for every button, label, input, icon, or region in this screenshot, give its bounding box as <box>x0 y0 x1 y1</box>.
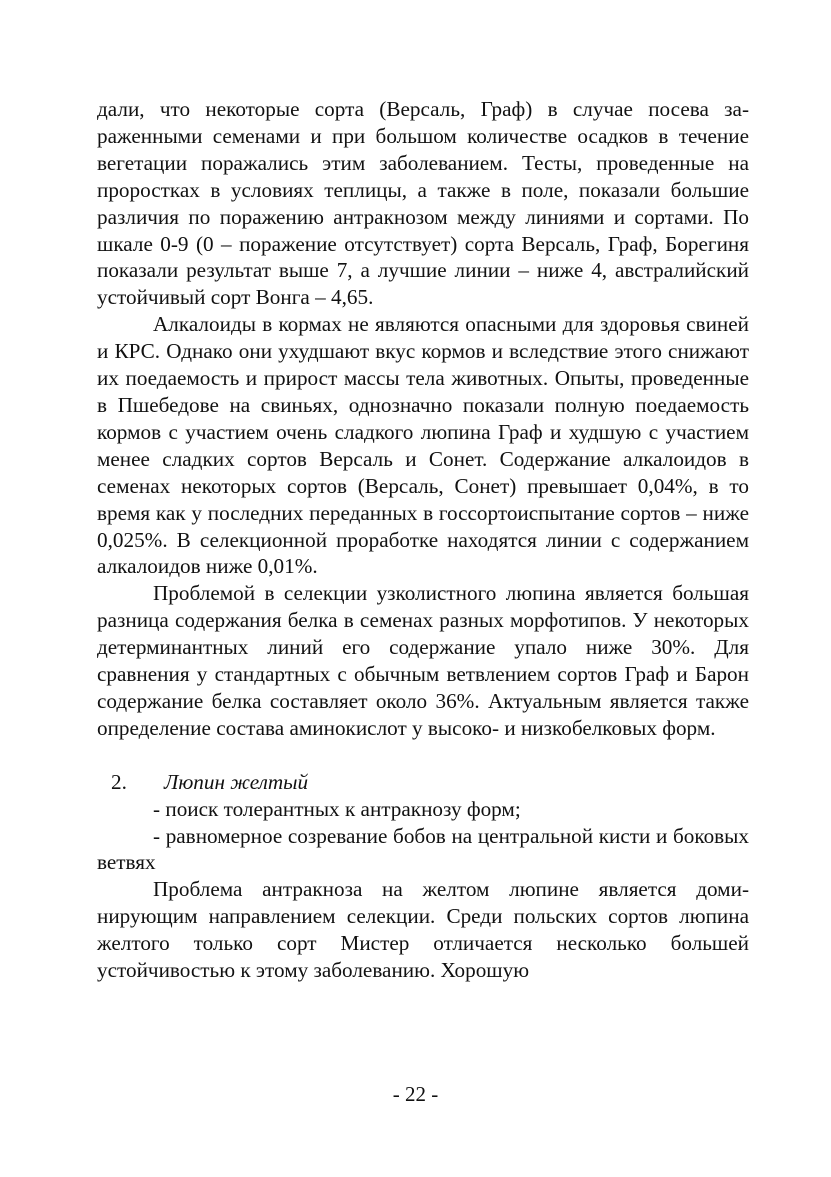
paragraph-yellow-lupin: Проблема антракноза на желтом люпине является доминирующим направлением селекции. Среди польских сортов люпина желтого только сорт Мистер отличается несколько большей устойчивостью к этому заболеванию. Хорошую <box>97 877 749 983</box>
paragraph-anthracnose-tests: дали, что некоторые сорта (Версаль, Граф) в случае посева зараженными семенами и при большом количестве осадков в течение вегетации поражались этим заболеванием. Тесты, проведенные на проростках в условиях теплицы, а также в поле, показали большие различия по поражению антракнозом между линиями и сортами. По шкале 0-9 (0 – поражение отсутствует) сорта Версаль, Граф, Борегиня показали результат выше 7, а лучшие линии – ниже 4, австралийский устойчивый сорт Вонга – 4,65. <box>97 97 749 310</box>
list-item: - равномерное созревание бобов на центральной кисти и боковых ветвях <box>97 823 749 875</box>
paragraph-alkaloids: Алкалоиды в кормах не являются опасными для здоровья свиней и КРС. Однако они ухудшают вкус кормов и вследствие этого снижают их поедаемость и прирост массы тела животных. Опыты, проведенные в Пшебедове на свиньях, однозначно показали полную поедаемость кормов с участием очень сладкого люпина Граф и худшую с участием менее сладких сортов Версаль и Сонет. Содержание алкалоидов в семенах некоторых сортов (Версаль, Сонет) превышает 0,04%, в то время как у последних переданных в госсортоиспытание сортов – ниже 0,025%. В селекционной проработке находятся линии с содержанием алкалоидов ниже 0,01%. <box>97 312 749 579</box>
section-number: 2. <box>111 769 127 794</box>
page-number: - 22 - <box>392 1082 439 1106</box>
paragraph-protein: Проблемой в селекции узколистного люпина является большая разница содержания белка в семенах разных морфотипов. У некоторых детерминантных линий его содержание упало ниже 30%. Для сравнения у стандартных с обычным ветвлением сортов Граф и Барон содержание белка составляет около 36%. Актуальным является также определение состава аминокислот у высоко- и низкобелковых форм. <box>97 581 749 740</box>
section-title: Люпин желтый <box>164 769 309 794</box>
document-page <box>97 96 749 984</box>
list-item: - поиск толерантных к антракнозу форм; <box>153 796 521 821</box>
section-heading <box>111 769 749 796</box>
section-gap <box>97 742 749 769</box>
